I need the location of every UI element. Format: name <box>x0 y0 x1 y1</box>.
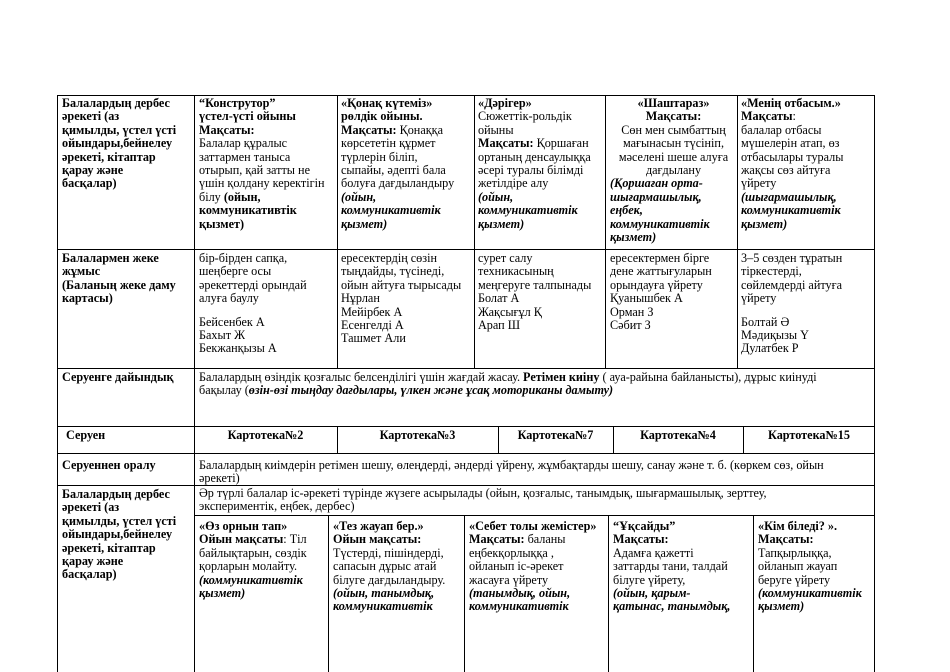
row-header-independent-activity-2: Балалардың дербес әрекеті (аз қимылды, үстел үсті ойындары,бейнелеу әрекеті, кітаптар қарау және басқалар) <box>62 488 177 582</box>
walk-card-3: Картотека№7 <box>517 429 594 442</box>
row-header-return-from-walk: Серуеннен оралу <box>62 459 156 472</box>
column-divider <box>337 426 338 453</box>
column-divider <box>337 95 338 368</box>
game-card-who-knows: «Кім біледі? ». Мақсаты: Тапқырлыққа, ойланып жауап беруге үйрету (коммуникативтік қызмет) <box>758 520 862 614</box>
row-header-walk: Серуен <box>66 429 106 442</box>
walk-card-2: Картотека№3 <box>379 429 456 442</box>
table-border-right <box>874 95 875 672</box>
row-divider <box>57 368 875 369</box>
game-card-find-your-place: «Өз орнын тап» Ойын мақсаты: Тіл байлықтарын, сөздік қорларын молайту. (коммуникативтік қызмет) <box>199 520 307 601</box>
game-card-similar: “Ұқсайды” Мақсаты: Адамға қажетті заттарды тани, талдай білуге үйрету, (ойын, қарым- қатынас, танымдық, <box>613 520 731 614</box>
walk-card-1: Картотека№2 <box>227 429 304 442</box>
row-divider <box>57 426 875 427</box>
column-divider <box>608 515 609 672</box>
row-header-independent-activity: Балалардың дербес әрекеті (аз қимылды, үстел үсті ойындары,бейнелеу әрекеті, кітаптар қарау және басқалар) <box>62 97 177 191</box>
game-card-hairdresser: «Шаштараз» Мақсаты: Сөн мен сымбаттың мағынасын түсініп, мәселені шеше алуға дағдылану (Қоршаған орта- шығармашылық, еңбек, коммуникативтік қызмет) <box>610 97 729 245</box>
column-divider <box>605 95 606 368</box>
walk-card-5: Картотека№15 <box>768 429 850 442</box>
column-divider <box>743 426 744 453</box>
game-card-guests: «Қонақ күтеміз» рөлдік ойыны. Мақсаты: Қонаққа көрсететін құрмет түрлерін біліп, сыпайы, әдепті бала болуға дағдыландыру (ойын, коммуникативтік қызмет) <box>341 97 455 231</box>
game-card-constructor: “Конструтор” үстел-үсті ойыны Мақсаты: Балалар құралыс заттармен таныса отырып, қай затты не үшін қолдану керектігін білу (ойын, коммуникативтік қызмет) <box>199 97 325 231</box>
row-divider <box>194 515 875 516</box>
individual-work-col5: 3–5 сөзден тұратын тіркестерді, сөйлемдерді айтуға үйрету Болтай Ә Мәдиқызы Ү Дулатбек Р <box>741 252 843 356</box>
column-divider <box>194 95 195 672</box>
game-card-answer-fast: «Тез жауап бер.» Ойын мақсаты: Түстерді, пішіндерді, сапасын дұрыс атай білуге дағдыландыру. (ойын, танымдық, коммуникативтік <box>333 520 446 614</box>
table-border-top <box>57 95 875 96</box>
row-header-individual-work: Балалармен жеке жұмыс (Баланың жеке даму картасы) <box>62 252 176 306</box>
column-divider <box>737 95 738 368</box>
row-divider <box>57 249 875 250</box>
game-card-my-family: «Менің отбасым.» Мақсаты: балалар отбасы мүшелерін атап, өз отбасылары туралы жақсы сөз айтуға үйрету (шығармашылық, коммуникативтік қызмет) <box>741 97 844 231</box>
walk-preparation-text: Балалардың өзіндік қозғалыс белсенділігі үшін жағдай жасау. Ретімен киіну ( ауа-райына байланысты), дұрыс киінуді бақылау (өзін-өзі тыңдау дағдылары, үлкен және ұсақ моториканы дамыту) <box>199 371 817 398</box>
game-card-doctor: «Дәрігер» Сюжеттік-рольдік ойыны Мақсаты: Қоршаған ортаның денсаулыққа әсері туралы білімді жетілдіре алу (ойын, коммуникативтік қызмет) <box>478 97 591 231</box>
walk-card-4: Картотека№4 <box>640 429 716 442</box>
column-divider <box>613 426 614 453</box>
table-border-left <box>57 95 58 672</box>
independent-activity-intro: Әр түрлі балалар іс-әрекеті түрінде жүзеге асырылады (ойын, қозғалыс, танымдық, шығармашылық, зерттеу, экспериментік, еңбек, дербес) <box>199 487 767 514</box>
return-from-walk-text: Балалардың киімдерін ретімен шешу, өлеңдерді, әндерді үйрену, жұмбақтарды шешу, санау және т. б. (көркем сөз, ойын әрекеті) <box>199 459 824 486</box>
row-divider <box>57 453 875 454</box>
game-card-fruit-basket: «Себет толы жемістер» Мақсаты: баланы еңбекқорлыққа , ойланып іс-әрекет жасауға үйрету (танымдық, ойын, коммуникативтік <box>469 520 597 614</box>
column-divider <box>328 515 329 672</box>
column-divider <box>464 515 465 672</box>
row-header-walk-preparation: Серуенге дайындық <box>62 371 174 384</box>
column-divider <box>474 95 475 368</box>
individual-work-col3: сурет салу техникасының меңгеруге талпынады Болат А Жақсығұл Қ Арап Ш <box>478 252 592 333</box>
column-divider <box>498 426 499 453</box>
individual-work-col4: ересектермен бірге дене жаттығуларын орындауға үйрету Қуанышбек А Орман З Сәбит З <box>610 252 712 333</box>
individual-work-col1: бір-бірден сапқа, шеңберге осы әрекеттерді орындай алуға баулу Бейсенбек А Бахыт Ж Бекжанқызы А <box>199 252 307 356</box>
column-divider <box>753 515 754 672</box>
individual-work-col2: ересектердің сөзін тыңдайды, түсінеді, ойын айтуға тырысады Нұрлан Мейірбек А Есенгелді А Ташмет Али <box>341 252 462 346</box>
